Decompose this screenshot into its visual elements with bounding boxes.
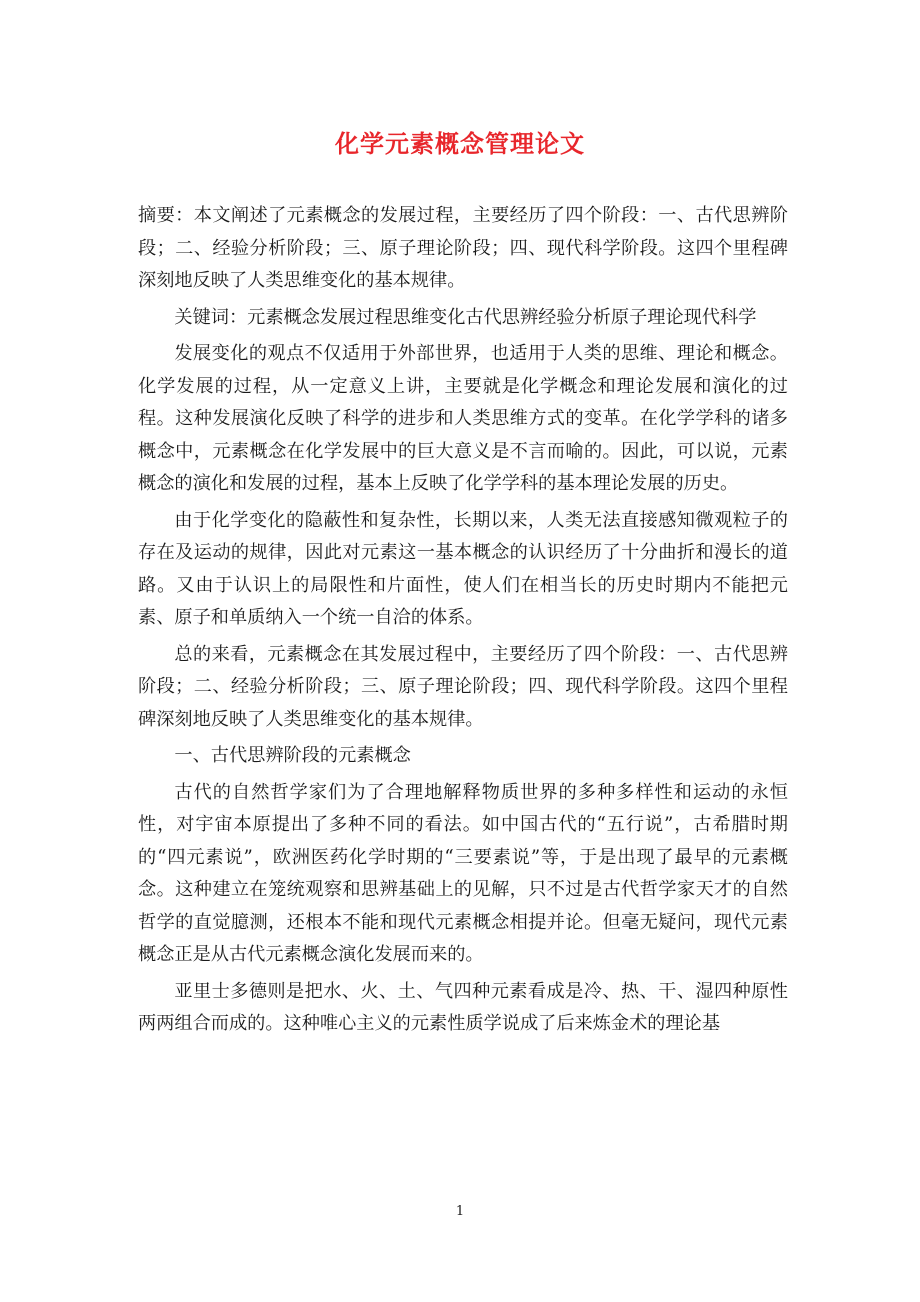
keywords-paragraph: 关键词：元素概念发展过程思维变化古代思辨经验分析原子理论现代科学 — [174, 306, 757, 328]
document-body — [138, 200, 788, 1045]
body-paragraph: 发展变化的观点不仅适用于外部世界，也适用于人类的思维、理论和概念。化学发展的过程，从一定意义上讲，主要就是化学概念和理论发展和演化的过程。这种发展演化反映了科学的进步和人类思维方式的变革。在化学学科的诸多概念中，元素概念在化学发展中的巨大意义是不言而喻的。因此，可以说，元素概念的演化和发展的过程，基本上反映了化学学科的基本理论发展的历史。 — [138, 343, 788, 494]
page-number: 1 — [455, 1204, 465, 1219]
body-paragraph: 由于化学变化的隐蔽性和复杂性，长期以来，人类无法直接感知微观粒子的存在及运动的规律，因此对元素这一基本概念的认识经历了十分曲折和漫长的道路。又由于认识上的局限性和片面性，使人们在相当长的历史时期内不能把元素、原子和单质纳入一个统一自洽的体系。 — [138, 509, 788, 628]
body-paragraph: 亚里士多德则是把水、火、土、气四种元素看成是冷、热、干、湿四种原性两两组合而成的。这种唯心主义的元素性质学说成了后来炼金术的理论基 — [138, 980, 788, 1034]
body-paragraph: 古代的自然哲学家们为了合理地解释物质世界的多种多样性和运动的永恒性，对宇宙本原提出了多种不同的看法。如中国古代的“五行说”，古希腊时期的“四元素说”，欧洲医药化学时期的“三要素说”等，于是出现了最早的元素概念。这种建立在笼统观察和思辨基础上的见解，只不过是古代哲学家天才的自然哲学的直觉臆测，还根本不能和现代元素概念相提并论。但毫无疑问，现代元素概念正是从古代元素概念演化发展而来的。 — [138, 781, 788, 965]
section-heading: 一、古代思辨阶段的元素概念 — [174, 745, 411, 766]
body-paragraph: 总的来看，元素概念在其发展过程中，主要经历了四个阶段：一、古代思辨阶段；二、经验分析阶段；三、原子理论阶段；四、现代科学阶段。这四个里程碑深刻地反映了人类思维变化的基本规律。 — [138, 643, 788, 730]
abstract-paragraph: 摘要：本文阐述了元素概念的发展过程，主要经历了四个阶段：一、古代思辨阶段；二、经验分析阶段；三、原子理论阶段；四、现代科学阶段。这四个里程碑深刻地反映了人类思维变化的基本规律。 — [138, 205, 788, 291]
page-title: 化学元素概念管理论文 — [335, 129, 585, 158]
